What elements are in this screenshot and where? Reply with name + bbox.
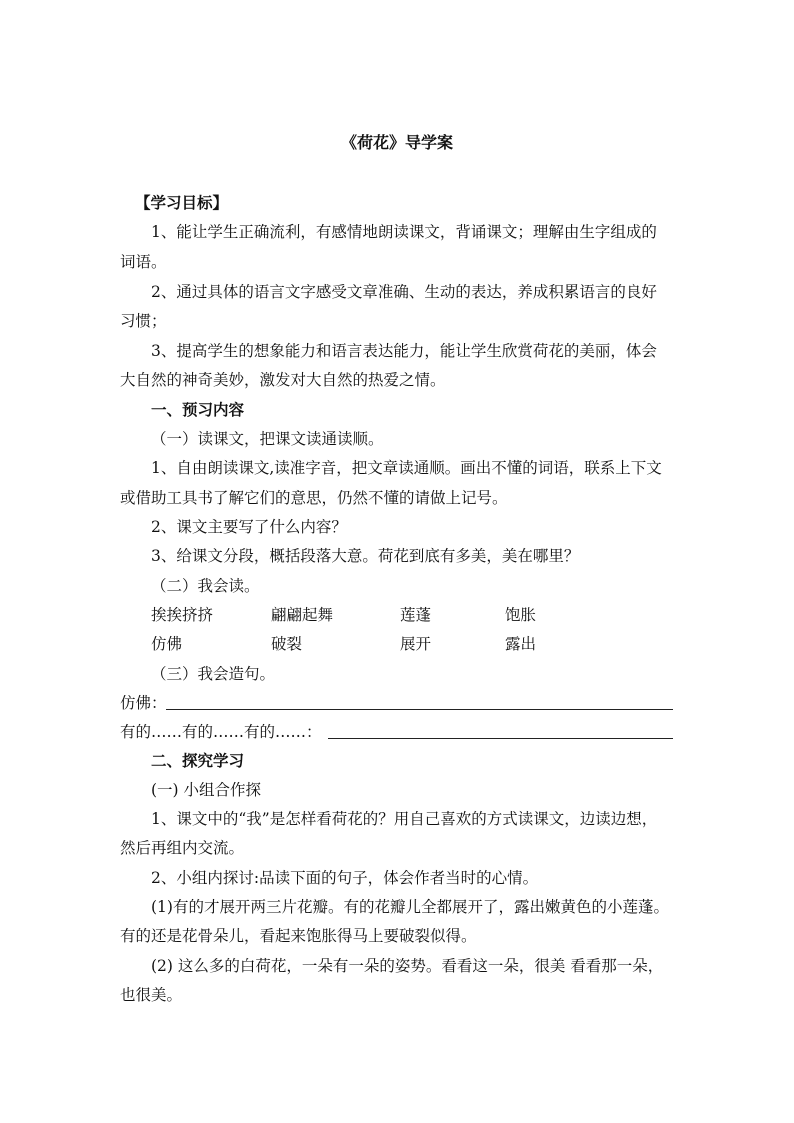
- word-item: 挨挨挤挤: [151, 606, 214, 624]
- section-2-question-1-line-1: (1)有的才展开两三片花瓣。有的花瓣儿全都展开了，露出嫩黄色的小莲蓬。: [151, 898, 669, 916]
- word-item: 破裂: [271, 635, 303, 653]
- objective-2-line-2: 习惯；: [120, 312, 167, 330]
- section-1-item-1-line-1: 1、自由朗读课文,读准字音，把文章读通顺。画出不懂的词语，联系上下文: [151, 459, 662, 477]
- objective-2-line-1: 2、通过具体的语言文字感受文章准确、生动的表达，养成积累语言的良好: [151, 283, 657, 301]
- section-1-sub-3: （三）我会造句。: [151, 665, 276, 683]
- word-item: 翩翩起舞: [271, 606, 334, 624]
- section-1-sub-1: （一）读课文，把课文读通读顺。: [151, 430, 384, 448]
- section-2-item-2: 2、小组内探讨:品读下面的句子，体会作者当时的心情。: [151, 869, 539, 887]
- section-1-sub-2: （二）我会读。: [151, 577, 260, 595]
- section-2-question-2-line-2: 也很美。: [120, 986, 183, 1004]
- document-title: 《荷花》导学案: [340, 133, 453, 152]
- section-2-sub-1: (一) 小组合作探: [151, 781, 262, 799]
- word-item: 莲蓬: [400, 606, 432, 624]
- word-item: 展开: [400, 635, 432, 653]
- section-2-question-2-line-1: (2) 这么多的白荷花，一朵有一朵的姿势。看看这一朵，很美 看看那一朵，: [151, 957, 664, 975]
- section-2-heading: 二、探究学习: [151, 751, 245, 770]
- sentence-1-label: 仿佛：: [120, 694, 167, 712]
- word-item: 仿佛: [151, 635, 183, 653]
- section-2-item-1-line-1: 1、课文中的“我”是怎样看荷花的？用自己喜欢的方式读课文，边读边想，: [151, 810, 658, 828]
- section-1-item-3: 3、给课文分段，概括段落大意。荷花到底有多美，美在哪里？: [151, 547, 580, 565]
- word-item: 饱胀: [505, 606, 537, 624]
- sentence-2-blank[interactable]: [328, 738, 673, 739]
- objective-1-line-1: 1、能让学生正确流利，有感情地朗读课文，背诵课文；理解由生字组成的: [151, 223, 657, 241]
- objective-3-line-2: 大自然的神奇美妙，激发对大自然的热爱之情。: [120, 371, 446, 389]
- section-2-question-1-line-2: 有的还是花骨朵儿，看起来饱胀得马上要破裂似得。: [120, 927, 477, 945]
- section-2-item-1-line-2: 然后再组内交流。: [120, 839, 245, 857]
- section-1-item-1-line-2: 或借助工具书了解它们的意思，仍然不懂的请做上记号。: [120, 489, 508, 507]
- objective-3-line-1: 3、提高学生的想象能力和语言表达能力，能让学生欣赏荷花的美丽，体会: [151, 342, 657, 360]
- sentence-2-label: 有的……有的……有的……：: [120, 723, 322, 741]
- word-item: 露出: [505, 635, 537, 653]
- objectives-heading: 【学习目标】: [135, 193, 229, 212]
- section-1-heading: 一、预习内容: [151, 400, 245, 419]
- sentence-1-blank[interactable]: [166, 709, 673, 710]
- section-1-item-2: 2、课文主要写了什么内容？: [151, 518, 347, 536]
- objective-1-line-2: 词语。: [120, 253, 167, 271]
